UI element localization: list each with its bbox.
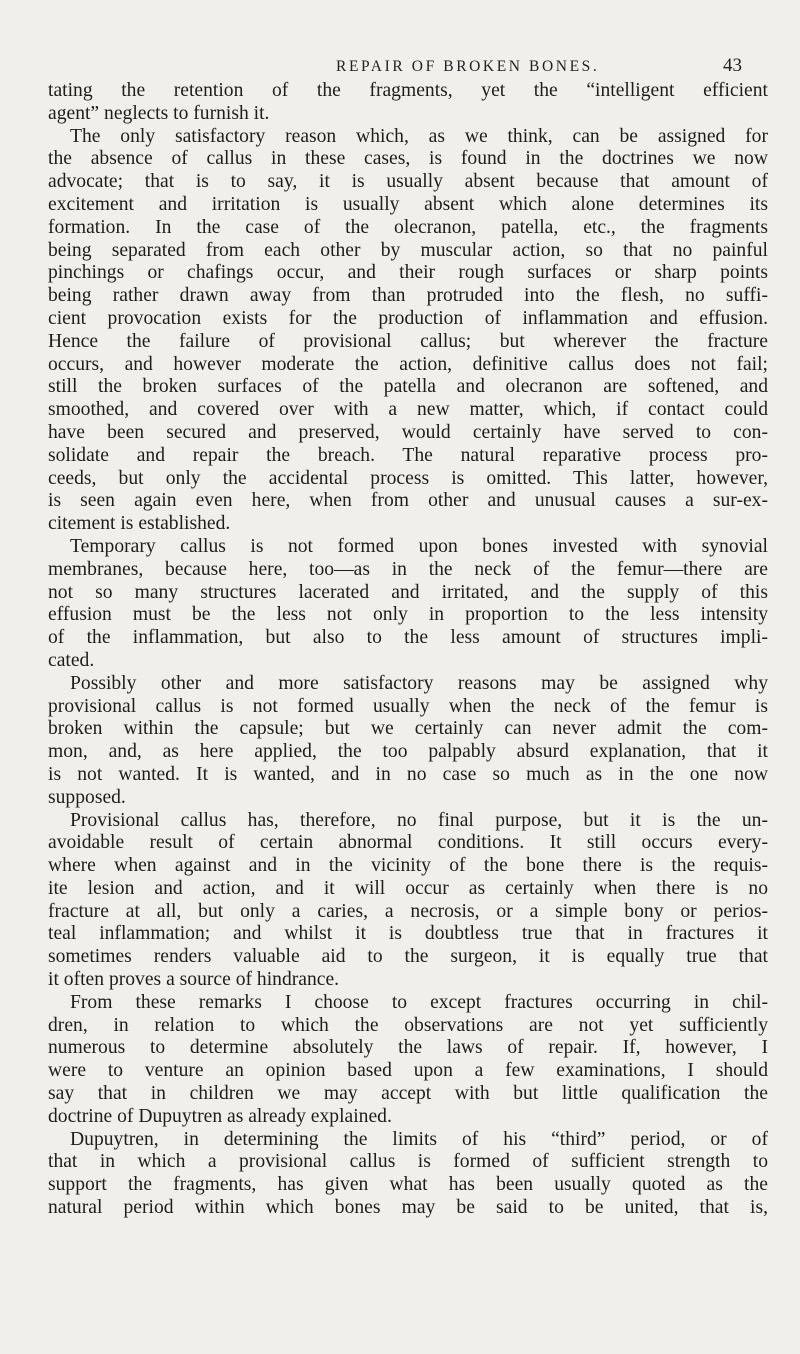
text-line: dren, in relation to which the observations are not yet sufficiently: [48, 1014, 768, 1036]
text-line: supposed.: [48, 786, 126, 808]
text-line: tating the retention of the fragments, yet the “intelligent efficient: [48, 80, 768, 101]
text-line: The only satisfactory reason which, as we think, can be assigned for: [70, 125, 768, 147]
text-line: agent” neglects to furnish it.: [48, 102, 270, 124]
text-line: occurs, and however moderate the action, definitive callus does not fail;: [48, 353, 768, 375]
text-line: effusion must be the less not only in proportion to the less intensity: [48, 604, 768, 626]
text-line: pinchings or chafings occur, and their rough surfaces or sharp points: [48, 262, 768, 284]
text-line: doctrine of Dupuytren as already explained.: [48, 1105, 392, 1127]
text-line: were to venture an opinion based upon a few examinations, I should: [48, 1060, 768, 1082]
text-line: say that in children we may accept with but little qualification the: [48, 1083, 768, 1105]
text-line: is seen again even here, when from other and unusual causes a sur-ex-: [48, 490, 768, 512]
text-line: sometimes renders valuable aid to the surgeon, it is equally true that: [48, 946, 768, 968]
running-title: REPAIR OF BROKEN BONES.: [336, 58, 600, 75]
text-line: of the inflammation, but also to the less amount of structures impli-: [48, 627, 768, 649]
text-line: formation. In the case of the olecranon, patella, etc., the fragments: [48, 216, 768, 238]
text-line: where when against and in the vicinity of the bone there is the requis-: [48, 855, 768, 877]
text-line: Dupuytren, in determining the limits of his “third” period, or of: [70, 1128, 768, 1150]
text-line: still the broken surfaces of the patella and olecranon are softened, and: [48, 376, 768, 398]
text-line: it often proves a source of hindrance.: [48, 969, 340, 991]
text-line: mon, and, as here applied, the too palpably absurd explanation, that it: [48, 741, 768, 763]
text-line: Provisional callus has, therefore, no final purpose, but it is the un-: [70, 809, 768, 831]
text-line: fracture at all, but only a caries, a necrosis, or a simple bony or perios-: [48, 900, 768, 922]
text-line: ite lesion and action, and it will occur as certainly when there is no: [48, 877, 768, 899]
text-line: excitement and irritation is usually absent which alone determines its: [48, 193, 768, 215]
text-line: Possibly other and more satisfactory reasons may be assigned why: [70, 672, 768, 694]
text-line: numerous to determine absolutely the laws of repair. If, however, I: [48, 1037, 768, 1059]
body-text: [48, 80, 768, 1220]
text-line: teal inflammation; and whilst it is doubtless true that in fractures it: [48, 923, 768, 945]
text-line: solidate and repair the breach. The natural reparative process pro-: [48, 444, 768, 466]
text-line: not so many structures lacerated and irritated, and the supply of this: [48, 581, 768, 603]
text-line: have been secured and preserved, would certainly have served to con-: [48, 421, 768, 443]
text-line: From these remarks I choose to except fractures occurring in chil-: [70, 991, 768, 1013]
text-line: advocate; that is to say, it is usually absent because that amount of: [48, 171, 768, 193]
text-line: ceeds, but only the accidental process is omitted. This latter, however,: [48, 467, 768, 489]
text-line: that in which a provisional callus is formed of sufficient strength to: [48, 1151, 768, 1173]
text-line: avoidable result of certain abnormal conditions. It still occurs every-: [48, 832, 768, 854]
text-line: broken within the capsule; but we certainly can never admit the com-: [48, 718, 768, 740]
text-line: smoothed, and covered over with a new matter, which, if contact could: [48, 399, 768, 421]
text-line: provisional callus is not formed usually when the neck of the femur is: [48, 695, 768, 717]
text-line: is not wanted. It is wanted, and in no case so much as in the one now: [48, 763, 768, 785]
text-line: Hence the failure of provisional callus; but wherever the fracture: [48, 330, 768, 352]
text-line: Temporary callus is not formed upon bones invested with synovial: [70, 535, 768, 557]
text-line: being rather drawn away from than protruded into the flesh, no suffi-: [48, 285, 768, 307]
text-line: the absence of callus in these cases, is found in the doctrines we now: [48, 148, 768, 170]
text-line: natural period within which bones may be said to be united, that is,: [48, 1197, 768, 1219]
page-number: 43: [723, 55, 742, 76]
text-line: cated.: [48, 649, 95, 671]
text-line: membranes, because here, too—as in the neck of the femur—there are: [48, 558, 768, 580]
text-line: cient provocation exists for the production of inflammation and effusion.: [48, 307, 768, 329]
text-line: being separated from each other by muscular action, so that no painful: [48, 239, 768, 261]
text-line: support the fragments, has given what has been usually quoted as the: [48, 1174, 768, 1196]
text-line: citement is established.: [48, 513, 231, 535]
